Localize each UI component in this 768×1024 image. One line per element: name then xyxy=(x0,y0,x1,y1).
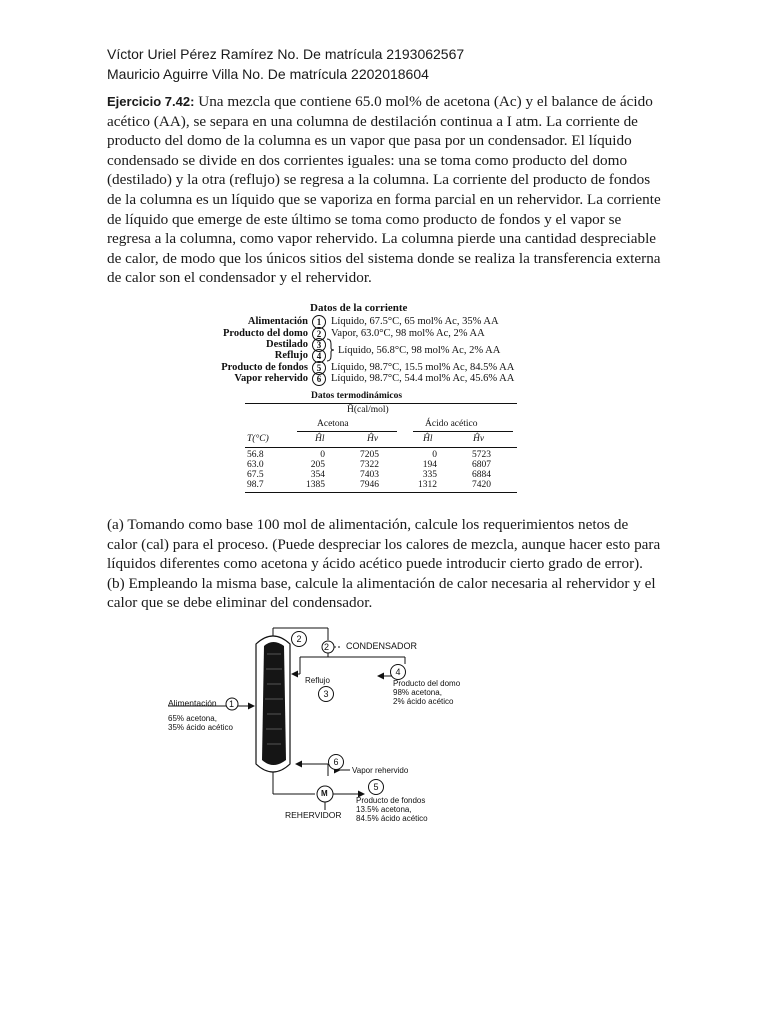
cell-hl-ac: 1385 xyxy=(306,480,325,490)
stream-table-title: Datos de la corriente xyxy=(310,302,408,314)
problem-statement xyxy=(107,92,662,288)
stream-label: Reflujo xyxy=(274,350,308,361)
cell-hl-ac: 0 xyxy=(320,450,325,460)
stream-label: Alimentación xyxy=(247,316,308,327)
cell-hv-aa: 6884 xyxy=(472,470,491,480)
stream-desc: Líquido, 67.5°C, 65 mol% Ac, 35% AA xyxy=(331,316,499,327)
authors-block xyxy=(107,44,464,84)
reflux-label: Reflujo xyxy=(305,676,330,685)
bottoms-label: Producto de fondos xyxy=(356,796,426,805)
cell-hl-aa: 194 xyxy=(422,460,437,470)
feed-comp2: 35% ácido acético xyxy=(168,723,233,732)
col-hl-acido: Ĥl xyxy=(423,434,433,444)
stream-number: 4 xyxy=(312,349,326,363)
process-diagram xyxy=(160,624,480,830)
node-6: 6 xyxy=(328,754,344,770)
cell-hv-aa: 5723 xyxy=(472,450,491,460)
question-text: (a) Tomando como base 100 mol de alimentación, calcule los requerimientos netos de calor (cal) para el proceso. (Puede despreciar los calores de mezcla, aunque hacer esto para líquidos diferentes como acetona y ácido acético puede introducir cierto grado de error). (b) Empleando la misma base, calcule la alimentación de calor necesaria al rehervidor y el calor que se debe eliminar del condensador. xyxy=(107,516,661,612)
node-1: 1 xyxy=(229,699,235,709)
thermo-title: Datos termodinámicos xyxy=(311,391,403,401)
node-2-top: 2 xyxy=(291,631,307,647)
thermo-data-table xyxy=(245,391,517,493)
stream-label: Producto de fondos xyxy=(221,362,308,373)
col-hl-acetona: Ĥl xyxy=(315,434,325,444)
cell-hl-aa: 1312 xyxy=(418,480,437,490)
cell-hv-ac: 7205 xyxy=(360,450,379,460)
thermo-unit: Ĥ(cal/mol) xyxy=(347,405,389,415)
feed-label: Alimentación xyxy=(168,698,217,708)
node-3: 3 xyxy=(318,686,334,702)
node-2-condenser: 2 xyxy=(324,642,330,652)
stream-number: 2 xyxy=(312,327,326,341)
top-product-comp2: 2% ácido acético xyxy=(393,697,454,706)
feed-comp1: 65% acetona, xyxy=(168,714,217,723)
cell-hv-ac: 7403 xyxy=(360,470,379,480)
reboiler-label: REHERVIDOR xyxy=(285,810,342,820)
stream-desc: Líquido, 98.7°C, 15.5 mol% Ac, 84.5% AA xyxy=(331,362,515,373)
reboiler-m: M xyxy=(321,789,328,798)
bottoms-comp1: 13.5% acetona, xyxy=(356,805,412,814)
stream-number: 1 xyxy=(312,315,326,329)
cell-t: 67.5 xyxy=(247,470,264,480)
stream-desc: Vapor, 63.0°C, 98 mol% Ac, 2% AA xyxy=(331,328,485,339)
top-product-comp1: 98% acetona, xyxy=(393,688,442,697)
cell-hl-ac: 354 xyxy=(310,470,325,480)
cell-hl-ac: 205 xyxy=(310,460,325,470)
cell-hv-ac: 7946 xyxy=(360,480,379,490)
stream-desc: Líquido, 98.7°C, 54.4 mol% Ac, 45.6% AA xyxy=(331,373,515,384)
stream-label: Producto del domo xyxy=(223,328,308,339)
brace-icon xyxy=(326,338,334,362)
stream-number: 6 xyxy=(312,372,326,386)
problem-text: Una mezcla que contiene 65.0 mol% de acetona (Ac) y el balance de ácido acético (AA), se separa en una columna de destilación continua a I atm. La corriente de producto del domo de la columna es un vapor que pasa por un condensador. El líquido condensado se divide en dos corrientes iguales: una se toma como producto del domo (destilado) y la otra (reflujo) se regresa a la columna. La corriente del producto de fondos de la columna es un líquido que se vaporiza en forma parcial en un rehervidor. La corriente de líquido que emerge de este último se toma como producto de fondos y el vapor se regresa a la columna, como vapor rehervido. La columna pierde una cantidad despreciable de calor, de modo que los únicos sitios del sistema donde se realiza la transferencia externa de calor son el condensador y el rehervidor. xyxy=(107,93,661,287)
cell-t: 63.0 xyxy=(247,460,264,470)
stream-label: Destilado xyxy=(266,339,308,350)
author-line-1: Víctor Uriel Pérez Ramírez No. De matrícula 2193062567 xyxy=(107,46,465,62)
cell-hl-aa: 335 xyxy=(422,470,437,480)
cell-hv-aa: 7420 xyxy=(472,480,491,490)
problem-label: Ejercicio 7.42: xyxy=(107,94,195,109)
col-hv-acido: Ĥv xyxy=(473,434,485,444)
cell-t: 98.7 xyxy=(247,480,264,490)
top-product-label: Producto del domo xyxy=(393,679,461,688)
node-4: 4 xyxy=(390,664,406,680)
stream-desc: Líquido, 56.8°C, 98 mol% Ac, 2% AA xyxy=(338,345,501,356)
stream-data-table xyxy=(183,302,563,387)
cell-hl-aa: 0 xyxy=(432,450,437,460)
node-5: 5 xyxy=(368,779,384,795)
cell-hv-aa: 6807 xyxy=(472,460,491,470)
group-acido: Ácido acético xyxy=(425,419,478,429)
col-hv-acetona: Ĥv xyxy=(367,434,379,444)
bottoms-comp2: 84.5% ácido acético xyxy=(356,814,428,823)
col-temperature: T(°C) xyxy=(247,434,269,444)
author-line-2: Mauricio Aguirre Villa No. De matrícula 2202018604 xyxy=(107,66,429,82)
cell-t: 56.8 xyxy=(247,450,264,460)
group-acetona: Acetona xyxy=(317,419,349,429)
stream-number: 3 xyxy=(312,338,326,352)
stream-label: Vapor rehervido xyxy=(234,373,308,384)
reboiled-vapor-label: Vapor rehervido xyxy=(352,766,409,775)
condenser-label: CONDENSADOR xyxy=(346,641,418,651)
stream-number: 5 xyxy=(312,361,326,375)
cell-hv-ac: 7322 xyxy=(360,460,379,470)
